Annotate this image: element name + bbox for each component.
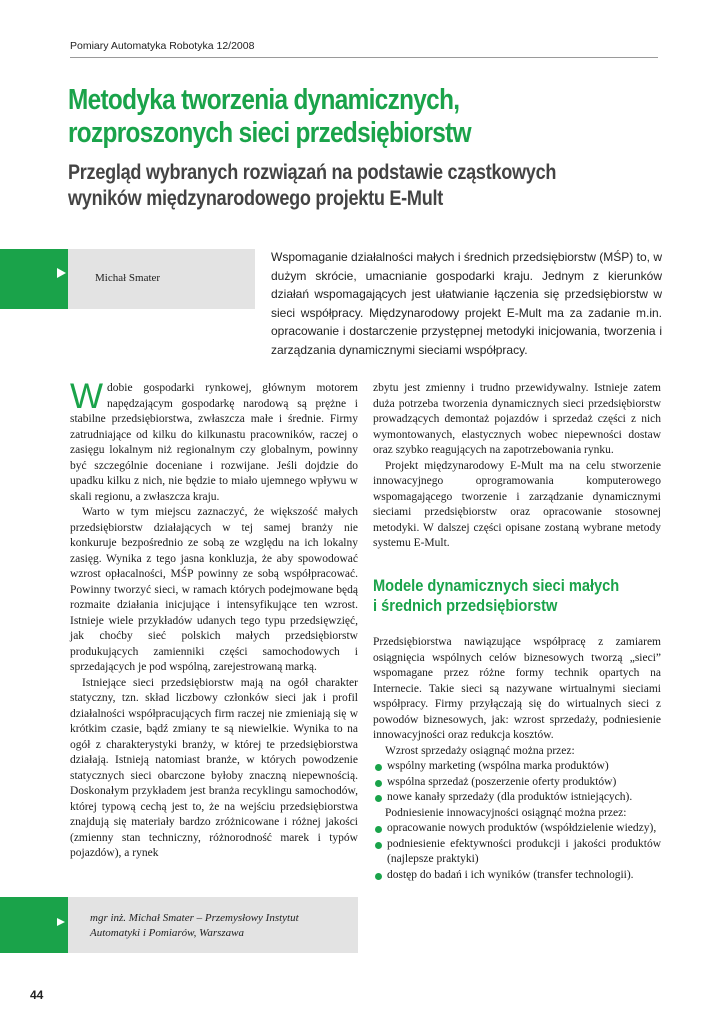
- author-affiliation: mgr inż. Michał Smater – Przemysłowy Instytut Automatyki i Pomiarów, Warszawa: [90, 912, 299, 939]
- list-item-text: wspólny marketing (wspólna marka produktów): [387, 760, 609, 772]
- list-item: [373, 868, 661, 884]
- bullet-dot-icon: [375, 795, 382, 802]
- article-subtitle-line1: Przegląd wybranych rozwiązań na podstawie cząstkowych: [68, 161, 557, 184]
- section-heading-line2: i średnich przedsiębiorstw: [373, 596, 558, 615]
- author-name: Michał Smater: [95, 272, 161, 284]
- list-item: [373, 821, 661, 837]
- section-heading: [373, 576, 619, 616]
- paragraph: Podniesienie innowacyjności osiągnąć można przez:: [385, 806, 627, 819]
- bullet-dot-icon: [375, 780, 382, 787]
- page-number: 44: [30, 988, 44, 1002]
- header-rule: [70, 57, 658, 58]
- list-item-text: podniesienie efektywności produkcji i jakości produktów (najlepsze praktyki): [387, 837, 661, 865]
- bullet-dot-icon: [375, 842, 382, 849]
- paragraph: [70, 377, 358, 505]
- paragraph: Istniejące sieci przedsiębiorstw mają na ogół charakter statyczny, tzn. skład liczbowy członków sieci jak i profil działalności współpracujących firm raczej nie zmieniają się w krótkim czasie, bądź zmiany te są niewielkie. Wynika to na ogół z charakterystyki branży, w której te przedsiębiorstwa działają. Istnieją natomiast branże, w których powodzenie statycznych sieci obarczone byłoby znaczną niepewnością. Doskonałym przykładem jest branża recyklingu samochodów, której typową cechą jest to, że na wejściu przedsiębiorstwa znajdują się materiały bardzo zróżnicowane i różnej jakości (zmienny stan techniczny, różnorodność marek i typów pojazdów), a rynek: [70, 676, 358, 859]
- paragraph: Projekt międzynarodowy E-Mult ma na celu stworzenie innowacyjnego oprogramowania komputerowego wspomagającego tworzenie i zarządzanie dynamicznymi sieciami przedsiębiorstw oraz opracowanie stosownej metodyki. W dalszej części opisane zostaną wybrane metody systemu E-Mult.: [373, 459, 661, 549]
- list-item-text: nowe kanały sprzedaży (dla produktów istniejących).: [387, 791, 633, 803]
- paragraph-text: dobie gospodarki rynkowej, głównym motorem napędzającym gospodarkę narodową są prężne i stabilne przedsiębiorstwa, zwłaszcza małe i średnie. Firmy zatrudniające od kilku do kilkunastu pracowników, raczej o zasięgu lokalnym niż regionalnym czy globalnym, powinny być szczególnie doceniane i rozwijane. Jeśli dojdzie do upadku kilku z nich, nie będzie to miało ujemnego wpływu w skali regionu, a zwłaszcza kraju.: [70, 382, 358, 503]
- abstract: Wspomaganie działalności małych i średnich przedsiębiorstw (MŚP) to, w dużym skrócie, umacnianie gospodarki kraju. Jednym z kierunków działań wspomagających jest ułatwianie łączenia się przedsiębiorstw w sieci współpracy. Międzynarodowy projekt E-Mult ma za zadanie m.in. opracowanie i dostarczenie przystępnej metodyki inicjowania, tworzenia i zarządzania dynamicznymi sieciami współpracy.: [271, 250, 662, 357]
- bullet-list-sales: [373, 759, 661, 806]
- body-column-right-top: [373, 381, 661, 552]
- article-title-line2: rozproszonych sieci przedsiębiorstw: [68, 117, 471, 149]
- paragraph: Przedsiębiorstwa nawiązujące współpracę z zamiarem osiągnięcia wspólnych celów biznesowych tworzą „sieci” wspomagane przez różne formy technik opartych na Internecie. Takie sieci są nazywane wirtualnymi sieciami współpracy. Firmy przyłączają się do wirtualnych sieci z powodów biznesowych, jak: wzrost sprzedaży, podniesienie innowacyjności oraz redukcja kosztów.: [373, 636, 661, 741]
- author-accent-block: [0, 249, 68, 309]
- bullet-list-innovation: [373, 821, 661, 883]
- section-heading-line1: Modele dynamicznych sieci małych: [373, 576, 620, 595]
- list-item: [373, 759, 661, 775]
- arrow-right-icon: [57, 268, 66, 278]
- article-subtitle: [68, 160, 556, 212]
- paragraph: Warto w tym miejscu zaznaczyć, że większość małych przedsiębiorstw działających w tej samej branży nie konkuruje bezpośrednio ze sobą ze względu na ich lokalny zasięg. Wynika z tego jasna konkluzja, że aby spowodować wzrost opłacalności, MŚP powinny ze sobą współpracować. Powinny tworzyć sieci, w ramach których podejmowane będą rozmaite działania inicjujące i intensyfikujące ten wzrost. Istnieje wiele przykładów udanych tego typu przedsięwzięć, jak choćby sieć polskich małych przedsiębiorstw produkujących zamienniki części samochodowych i sprzedających je pod wspólną, zarejestrowaną marką.: [70, 506, 358, 673]
- running-head: Pomiary Automatyka Robotyka 12/2008: [70, 40, 255, 52]
- article-title-line1: Metodyka tworzenia dynamicznych,: [68, 84, 460, 116]
- list-item: [373, 775, 661, 791]
- bullet-dot-icon: [375, 826, 382, 833]
- list-item-text: dostęp do badań i ich wyników (transfer technologii).: [387, 868, 634, 881]
- body-column-right-bottom: [373, 635, 661, 883]
- bullet-dot-icon: [375, 873, 382, 880]
- list-item-text: wspólna sprzedaż (poszerzenie oferty produktów): [387, 775, 617, 788]
- list-item: [373, 790, 661, 806]
- list-item: [373, 837, 661, 868]
- arrow-right-icon: [57, 918, 65, 926]
- drop-cap: W: [70, 377, 104, 416]
- article-subtitle-line2: wyników międzynarodowego projektu E-Mult: [68, 187, 444, 210]
- article-title: [68, 84, 572, 150]
- paragraph: Wzrost sprzedaży osiągnąć można przez:: [385, 744, 575, 757]
- bullet-dot-icon: [375, 764, 382, 771]
- paragraph: zbytu jest zmienny i trudno przewidywalny. Istnieje zatem duża potrzeba tworzenia dynamicznych sieci przedsiębiorstw prowadzących demontaż pojazdów i sprzedaż części z nich wymontowanych, elastycznych wobec niepewności dostaw oraz szybko reagujących na zapotrzebowania rynku.: [373, 382, 661, 456]
- body-column-left: [70, 377, 358, 862]
- list-item-text: opracowanie nowych produktów (współdzielenie wiedzy),: [387, 822, 657, 834]
